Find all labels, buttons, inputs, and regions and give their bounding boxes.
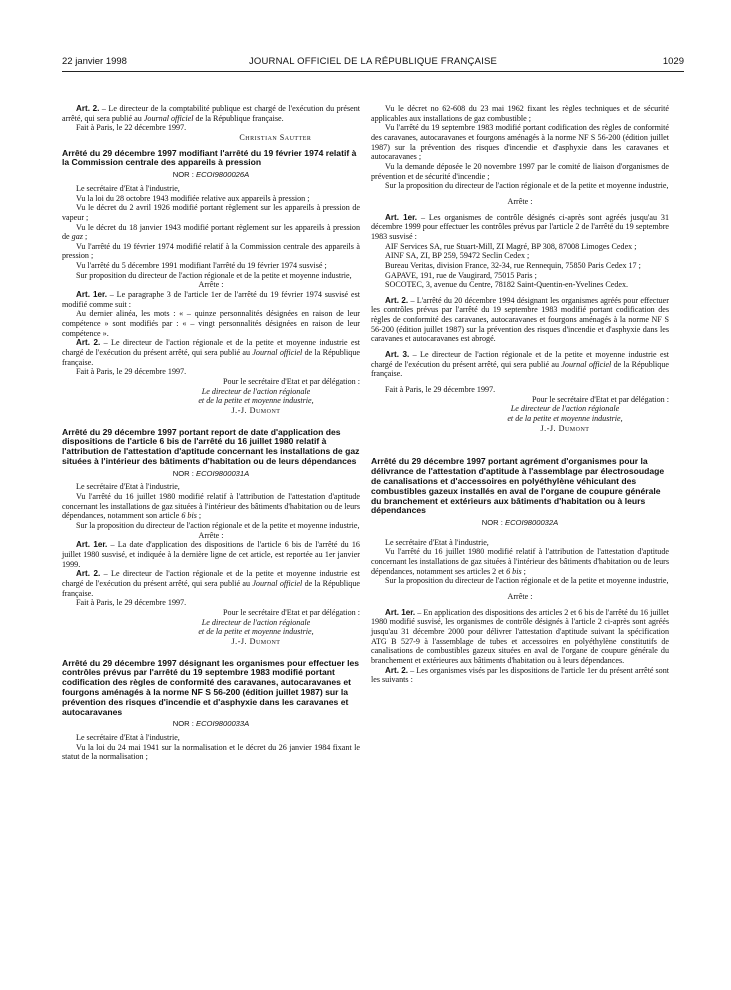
article-paragraph: Art. 1er. – Les organismes de contrôle désignés ci-après sont agréés jusqu'au 31 décembre 1999 pour effectuer les contrôles prévus par l'article 2 de l'arrêté du 19 septembre 1983 susvisé : [371,212,669,241]
signature-line: Pour le secrétaire d'Etat et par délégation : [223,608,360,617]
paragraph: Le secrétaire d'Etat à l'industrie, [76,183,180,193]
signature-line: et de la petite et moyenne industrie, [198,396,314,406]
signature-name: J.-J. Dumont [540,423,590,433]
nor-reference: NOR : ECOI9800031A [172,468,250,478]
nor-reference: NOR : ECOI9800033A [172,719,250,729]
issue-date: 22 janvier 1998 [62,56,127,67]
decree-title: Arrêté du 29 décembre 1997 désignant les organismes pour effectuer les contrôles prévus par l'arrêté du 19 septembre 1983 modifié portant codification des règles de conformité des caravanes, autocaravanes et fourgons aménagés à la norme NF S 56-200 (édition juillet 1987) sur la prévention des risques d'incendie et d'asphyxie dans les caravanes et autocaravanes [62,657,360,717]
paragraph: Sur la proposition du directeur de l'action régionale et de la petite et moyenne industrie, [385,576,669,586]
arrete-heading: Arrête : [198,280,224,290]
paragraph: Sur proposition du directeur de l'action régionale et de la petite et moyenne industrie, [76,270,352,280]
header-rule [62,71,684,72]
paragraph: Vu l'arrêté du 19 septembre 1983 modifié portant codification des règles de conformité des caravanes, autocaravanes et fourgons aménagés à la norme NF S 56-200 (édition juillet 1987) sur la prévention des risques d'incendie et d'asphyxie dans les caravanes et autocaravanes ; [371,123,669,162]
article-paragraph: Art. 3. – Le directeur de l'action régionale et de la petite et moyenne industrie est chargé de l'exécution du présent arrêté, qui sera publié au Journal officiel de la République française. [371,350,669,379]
signature-name: J.-J. Dumont [231,636,281,646]
paragraph: Vu l'arrêté du 19 février 1974 modifié relatif à la Commission centrale des appareils à pression ; [62,241,360,261]
paragraph: Vu le décret du 2 avril 1926 modifié portant règlement sur les appareils à pression de vapeur ; [62,203,360,222]
fait-line: Fait à Paris, le 29 décembre 1997. [385,385,496,395]
paragraph: Vu la demande déposée le 20 novembre 1997 par le comité de liaison d'organismes de prévention et de sécurité d'incendie ; [371,161,669,181]
paragraph: Sur la proposition du directeur de l'action régionale et de la petite et moyenne industrie, [76,521,360,531]
paragraph: Le secrétaire d'Etat à l'industrie, [385,537,489,547]
fait-line: Fait à Paris, le 22 décembre 1997. [76,123,187,133]
signature-line: et de la petite et moyenne industrie, [507,414,623,424]
organism-item: AINF SA, ZI, BP 259, 59472 Seclin Cedex ; [385,251,530,261]
paragraph: Vu la loi du 24 mai 1941 sur la normalisation et le décret du 26 janvier 1984 fixant le statut de la normalisation ; [62,742,360,762]
organism-item: GAPAVE, 191, rue de Vaugirard, 75015 Paris ; [385,270,537,280]
left-column [62,104,360,762]
paragraph: Vu l'arrêté du 16 juillet 1980 modifié relatif à l'attribution de l'attestation d'aptitude concernant les installations de gaz situées à l'intérieur des bâtiments d'habitation ou de leurs dépendances, notamment son article 6 bis ; [62,492,360,521]
page-header [62,56,684,70]
fait-line: Fait à Paris, le 29 décembre 1997. [76,598,187,608]
paragraph: Sur la proposition du directeur de l'action régionale et de la petite et moyenne industrie, [385,181,669,191]
signature-line: Le directeur de l'action régionale [201,386,311,396]
arrete-heading: Arrête : [198,530,224,540]
right-column [371,104,669,685]
signature-name: J.-J. Dumont [231,405,281,415]
article-paragraph: Art. 1er. – En application des dispositions des articles 2 et 6 bis de l'arrêté du 16 juillet 1980 modifié susvisé, les organismes de contrôle désignés à l'article 2 ci-après sont agréés jusqu'au 31 décembre 2000 pour délivrer l'attestation d'aptitude suivant la spécification ATG B 527-9 à l'assemblage de tubes et accessoires en polyéthylène constitutifs de canalisations de combustibles gazeux situées en aval de l'organe de coupure générale du branchement et extérieures aux bâtiments d'habitation ou à leurs dépendances. [371,607,669,665]
paragraph: Le secrétaire d'Etat à l'industrie, [76,733,180,743]
article-paragraph: Art. 2. – Le directeur de la comptabilité publique est chargé de l'exécution du présent arrêté, qui sera publié au Journal officiel de la République française. [62,104,360,123]
signature-line: Pour le secrétaire d'Etat et par délégation : [223,377,360,386]
signature-line: Le directeur de l'action régionale [201,617,311,627]
decree-title: Arrêté du 29 décembre 1997 portant report de date d'application des dispositions de l'article 6 bis de l'arrêté du 16 juillet 1980 relatif à l'attribution de l'attestation d'aptitude concernant les installations de gaz situées à l'intérieur des bâtiments d'habitation ou de leurs dépendances [62,426,360,467]
paragraph: Vu l'arrêté du 5 décembre 1991 modifiant l'arrêté du 19 février 1974 susvisé ; [76,261,327,271]
paragraph: Au dernier alinéa, les mots : « – quinze personnalités désignées en raison de leur compétence » sont modifiés par : « – vingt personnalités désignées en raison de leur compétence ». [62,309,360,338]
nor-reference: NOR : ECOI9800026A [172,170,250,180]
page-number: 1029 [662,56,684,67]
paragraph: Le secrétaire d'Etat à l'industrie, [76,482,180,492]
organism-item: SOCOTEC, 3, avenue du Centre, 78182 Saint-Quentin-en-Yvelines Cedex. [385,280,629,290]
paragraph: Vu le décret no 62-608 du 23 mai 1962 fixant les règles techniques et de sécurité applicables aux installations de gaz combustible ; [371,104,669,123]
article-paragraph: Art. 2. – L'arrêté du 20 décembre 1994 désignant les organismes agréés pour effectuer les contrôles prévus par l'arrêté du 19 septembre 1983 modifié portant codification des règles de conformité des caravanes, autocaravanes et fourgons aménagés à la norme NF S 56-200 (édition juillet 1987) sur la prévention des risques d'incendie et d'asphyxie dans les caravanes et autocaravanes est abrogé. [371,295,669,344]
article-paragraph: Art. 2. – Les organismes visés par les dispositions de l'article 1er du présent arrêté sont les suivants : [371,665,669,685]
signature-line: Le directeur de l'action régionale [510,404,620,414]
signature-line: et de la petite et moyenne industrie, [198,627,314,637]
signature: Christian Sautter [239,132,312,142]
decree-title: Arrêté du 29 décembre 1997 modifiant l'arrêté du 19 février 1974 relatif à la Commission centrale des appareils à pression [62,147,357,168]
article-paragraph: Art. 2. – Le directeur de l'action régionale et de la petite et moyenne industrie est chargé de l'exécution du présent arrêté, qui sera publié au Journal officiel de la République française. [62,338,360,367]
arrete-heading: Arrête : [507,592,533,602]
arrete-heading: Arrête : [507,196,533,206]
nor-reference: NOR : ECOI9800032A [481,518,559,528]
paragraph: Vu le décret du 18 janvier 1943 modifié portant règlement sur les appareils à pression de gaz ; [62,222,360,242]
fait-line: Fait à Paris, le 29 décembre 1997. [76,367,187,377]
journal-title: JOURNAL OFFICIEL DE LA RÉPUBLIQUE FRANÇAISE [248,56,498,67]
signature-line: Pour le secrétaire d'Etat et par délégation : [532,394,669,404]
article-paragraph: Art. 1er. – Le paragraphe 3 de l'article 1er de l'arrêté du 19 février 1974 susvisé est modifié comme suit : [62,290,360,309]
organism-item: AIF Services SA, rue Stuart-Mill, ZI Magré, BP 308, 87008 Limoges Cedex ; [385,241,637,251]
decree-title: Arrêté du 29 décembre 1997 portant agrément d'organismes pour la délivrance de l'attestation d'aptitude à l'assemblage par électrosoudage de canalisations et d'accessoires en polyéthylène véhiculant des combustibles gazeux installés en aval de l'organe de coupure générale du branchement et extérieurs aux bâtiments d'habitation ou à leurs dépendances [371,456,665,516]
paragraph: Vu l'arrêté du 16 juillet 1980 modifié relatif à l'attribution de l'attestation d'aptitude concernant les installations de gaz situées à l'intérieur des bâtiments d'habitation ou de leurs dépendances, notamment ses articles 2 et 6 bis ; [371,547,669,576]
organism-item: Bureau Veritas, division France, 32-34, rue Rennequin, 75850 Paris Cedex 17 ; [385,260,641,270]
paragraph: Vu la loi du 28 octobre 1943 modifiée relative aux appareils à pression ; [76,193,310,203]
article-paragraph: Art. 2. – Le directeur de l'action régionale et de la petite et moyenne industrie est chargé de l'exécution du présent arrêté, qui sera publié au Journal officiel de la République française. [62,569,360,598]
article-paragraph: Art. 1er. – La date d'application des dispositions de l'article 6 bis de l'arrêté du 16 juillet 1980 susvisé, et indiquée à la dernière ligne de cet article, est reportée au 1er janvier 1999. [62,540,360,569]
